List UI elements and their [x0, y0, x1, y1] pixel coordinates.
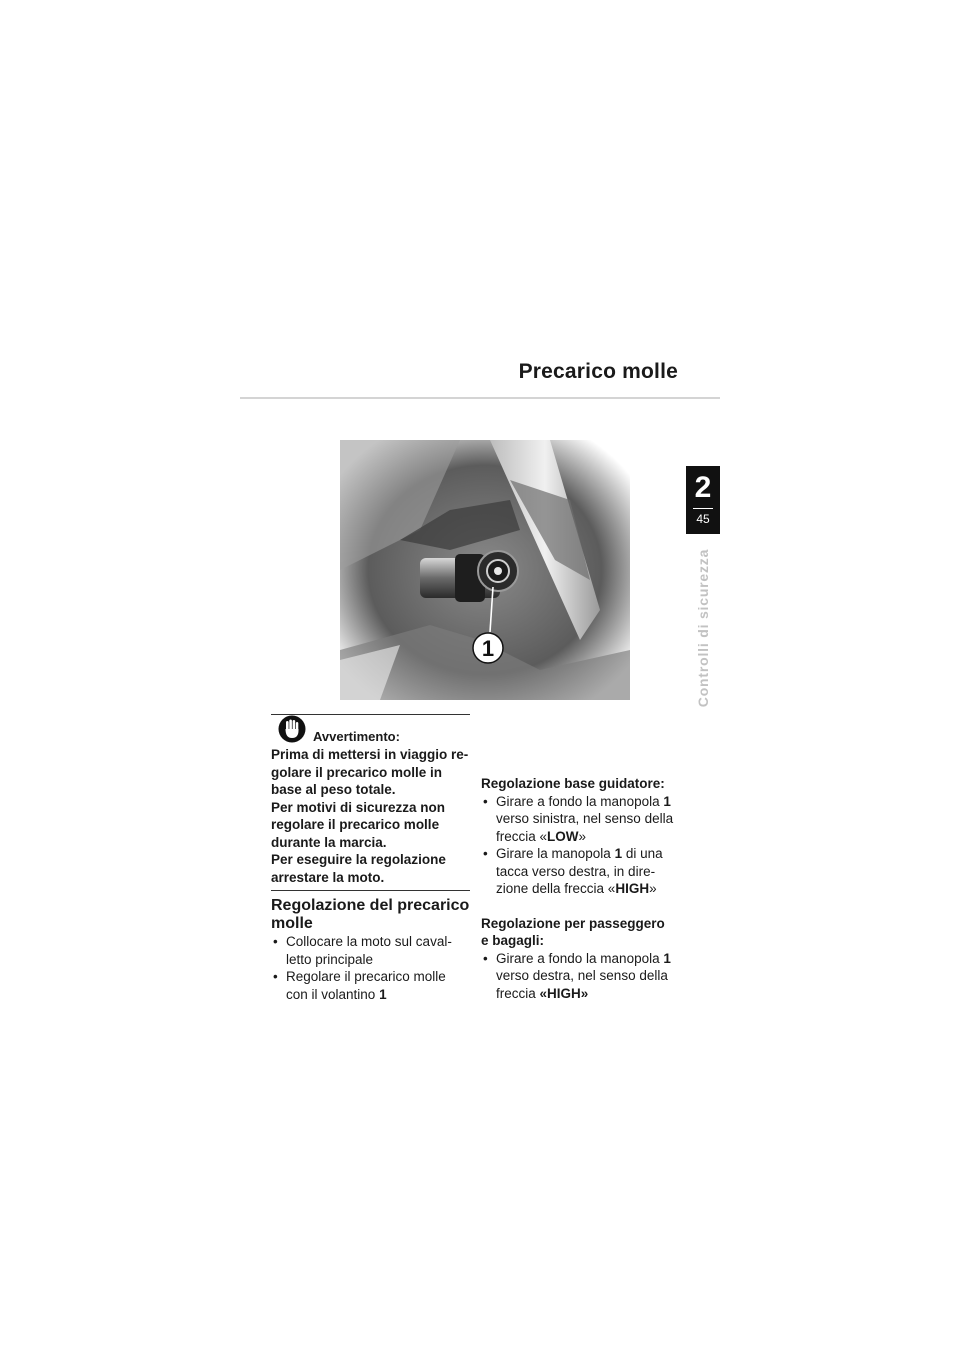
section-heading	[271, 897, 471, 932]
section-heading-line: molle	[271, 914, 313, 932]
step-text: freccia	[496, 985, 540, 1001]
step-text: Girare a fondo la manopola	[496, 793, 664, 809]
part-number: 1	[663, 950, 671, 966]
warning-line: durante la marcia.	[271, 834, 387, 850]
section-heading-line: Regolazione del precarico	[271, 897, 470, 914]
photo-illustration	[340, 440, 630, 700]
step-text: tacca verso destra, in dire-	[496, 863, 656, 879]
step-text: »	[578, 828, 587, 844]
step-text: di una	[622, 846, 663, 861]
warning-line: arrestare la moto.	[271, 869, 385, 885]
warning-line: golare il precarico molle in	[271, 764, 443, 780]
warning-line: base al peso totale.	[271, 782, 396, 797]
arrow-label: «HIGH»	[539, 985, 589, 1001]
list-item	[481, 950, 686, 1003]
step-text: Girare la manopola	[496, 846, 615, 861]
stop-hand-icon	[278, 715, 306, 743]
warning-text	[271, 746, 470, 890]
rider-heading: Regolazione base guidatore:	[481, 776, 665, 791]
arrow-label: LOW	[547, 828, 579, 844]
step-text: Girare a fondo la manopola	[496, 950, 664, 966]
warning-line: regolare il precarico molle	[271, 817, 440, 832]
right-column	[481, 775, 686, 1002]
step-text: »	[649, 881, 657, 896]
section-side-label: Controlli di sicurezza	[695, 548, 711, 708]
page-number: 45	[696, 512, 710, 526]
step-text: letto principale	[286, 951, 374, 967]
header-rule	[240, 397, 720, 399]
step-text: verso destra, nel senso della	[496, 968, 668, 983]
warning-box	[271, 714, 470, 891]
left-column	[271, 897, 471, 1003]
warning-heading: Avvertimento:	[313, 729, 400, 744]
arrow-label: HIGH	[615, 881, 650, 896]
spring-preload-photo	[340, 440, 630, 700]
step-text: freccia «	[496, 828, 548, 844]
part-number: 1	[614, 846, 623, 861]
step-text: zione della freccia «	[496, 881, 616, 896]
step-text: con il volantino	[286, 986, 380, 1002]
passenger-step-list	[481, 950, 686, 1003]
page-title: Precarico molle	[518, 360, 678, 383]
passenger-heading	[481, 915, 686, 950]
part-number: 1	[663, 793, 671, 809]
list-item	[481, 845, 686, 898]
list-item	[271, 968, 471, 1003]
step-list	[271, 933, 471, 1003]
warning-line: Per eseguire la regolazione	[271, 852, 446, 867]
passenger-heading-line: Regolazione per passeggero	[481, 915, 665, 931]
chapter-number: 2	[694, 471, 712, 504]
chapter-tab	[686, 466, 720, 534]
warning-line: Per motivi di sicurezza non	[271, 799, 446, 815]
rider-step-list	[481, 793, 686, 898]
step-text: verso sinistra, nel senso della	[496, 811, 674, 826]
spacer	[481, 898, 686, 915]
list-item	[481, 793, 686, 846]
step-text: Collocare la moto sul caval-	[286, 934, 452, 949]
passenger-heading-line: e bagagli:	[481, 933, 545, 948]
list-item	[271, 933, 471, 968]
part-number: 1	[379, 986, 387, 1002]
step-text: Regolare il precarico molle	[286, 969, 446, 984]
warning-line: Prima di mettersi in viaggio re-	[271, 747, 469, 762]
callout-label: 1	[481, 636, 495, 661]
